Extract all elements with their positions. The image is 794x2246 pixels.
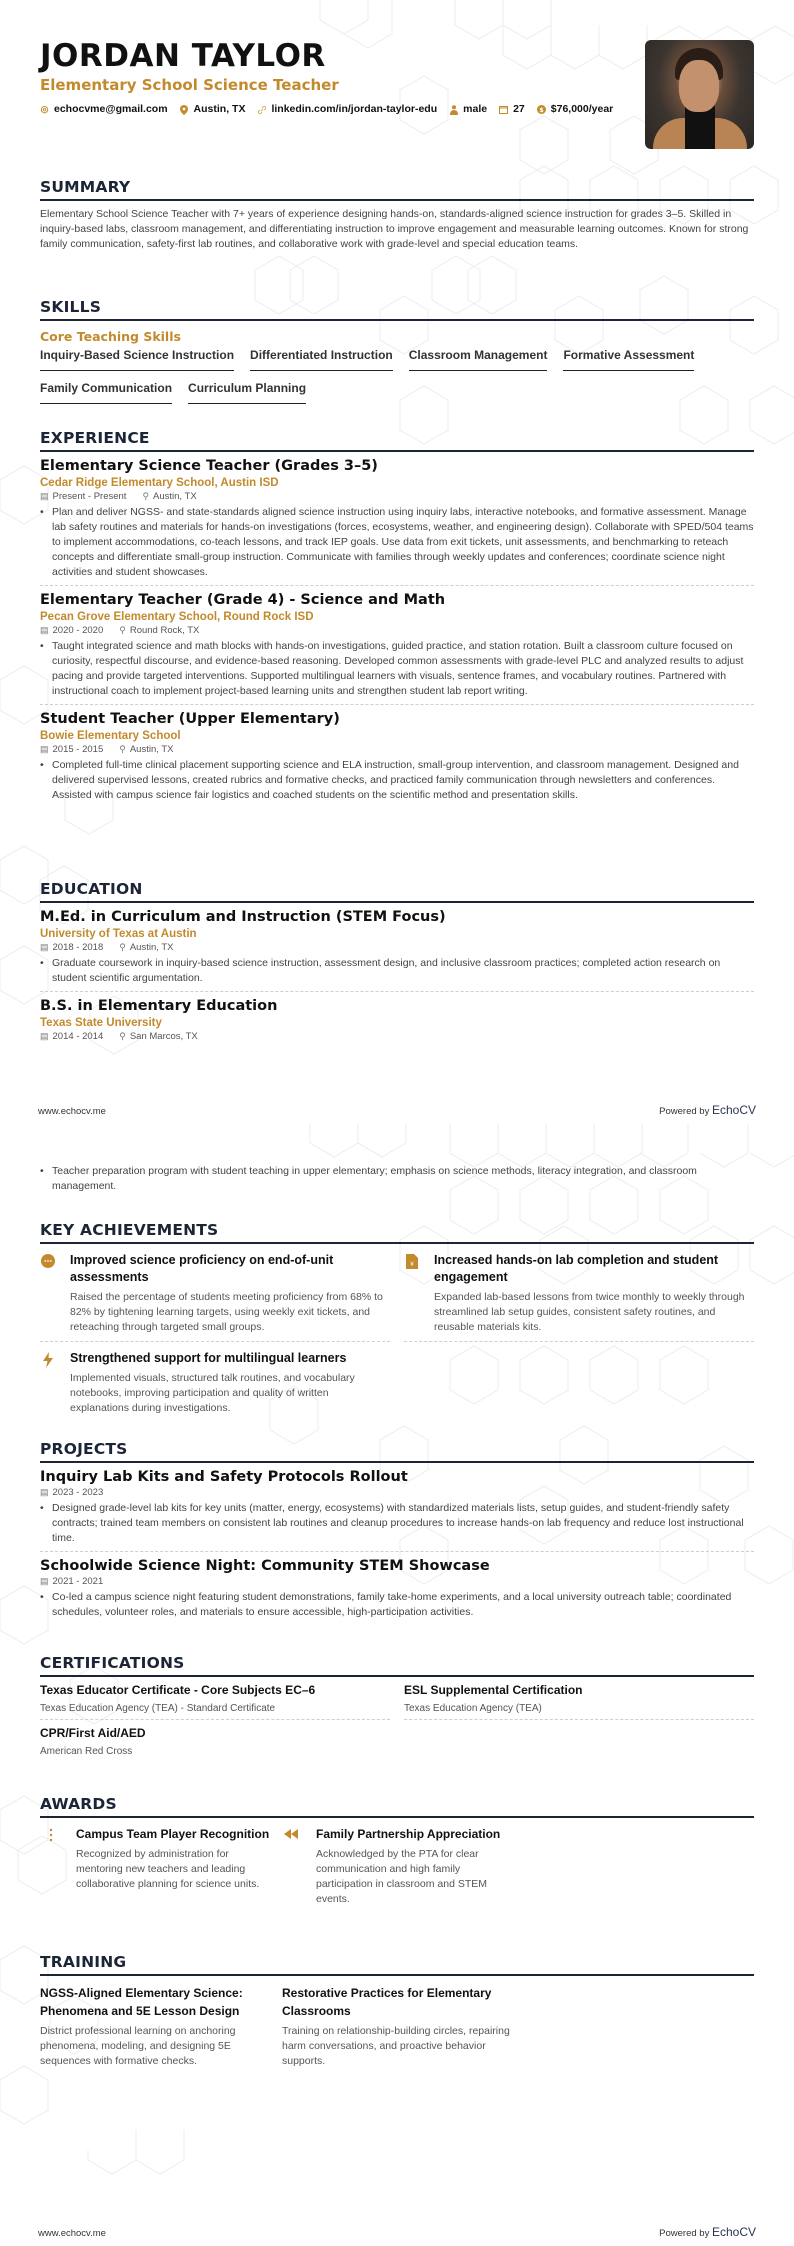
award-item: [40, 1826, 270, 1907]
edu-location: Austin, TX: [129, 942, 174, 953]
summary-heading: SUMMARY: [40, 178, 754, 201]
cert-issuer: Texas Education Agency (TEA) - Standard Certificate: [40, 1703, 276, 1714]
location-icon: [180, 105, 189, 114]
calendar-icon: ▤: [40, 1487, 49, 1497]
entry-meta: [40, 1487, 754, 1498]
edu-dates: 2018 - 2018: [52, 942, 104, 953]
awards-heading: AWARDS: [40, 1795, 754, 1818]
job-dates: Present - Present: [52, 491, 127, 502]
summary-text: Elementary School Science Teacher with 7+ years of experience designing hands-on, standards-aligned science instruction for grades 3–5. Skilled in inquiry-based labs, classroom management, and differentiating instruction to improve engagement and measurable learning outcomes. Known for strong family communication, safety-first lab routines, and collaborative work with grade-level and special education teams.: [40, 208, 749, 250]
calendar-icon: ▤: [40, 491, 49, 501]
footer-powered: Powered by EchoCV: [659, 1103, 756, 1117]
award-title: Campus Team Player Recognition: [76, 1827, 270, 1841]
experience-heading: EXPERIENCE: [40, 429, 754, 452]
contact-salary-value: $76,000/year: [550, 103, 614, 115]
award-title: Family Partnership Appreciation: [316, 1827, 501, 1841]
achievement-desc: Expanded lab-based lessons from twice monthly to weekly through streamlined lab setup guides, consistent safety routines, and reusable materials kits.: [434, 1291, 745, 1333]
skill-tag: Formative Assessment: [563, 348, 694, 371]
experience-entry: [40, 705, 754, 808]
job-title: Student Teacher (Upper Elementary): [40, 711, 340, 727]
location-icon: ⚲: [119, 625, 126, 635]
job-title: Elementary Science Teacher (Grades 3–5): [40, 458, 378, 474]
skills-category: Core Teaching Skills: [40, 329, 181, 344]
training-item: [40, 1984, 268, 2069]
project-dates: 2023 - 2023: [52, 1487, 104, 1498]
entry-meta: [40, 625, 754, 636]
certification-item: [40, 1720, 390, 1762]
contact-location: [180, 103, 246, 115]
contact-linkedin[interactable]: [257, 103, 437, 115]
experience-entry: [40, 452, 754, 586]
lightning-icon: [40, 1350, 56, 1416]
calendar-icon: ▤: [40, 625, 49, 635]
calendar-icon: ▤: [40, 1576, 49, 1586]
projects-section: [40, 1440, 754, 1625]
education-continuation: [40, 1161, 754, 1194]
skills-list: [40, 348, 754, 404]
employer: Cedar Ridge Elementary School, Austin ISD: [40, 477, 279, 489]
certification-item: [40, 1677, 390, 1720]
training-desc: District professional learning on anchoring phenomena, modeling, and designing 5E sequences with formative checks.: [40, 2025, 236, 2067]
achievement-item: [40, 1244, 390, 1342]
dots-vertical-icon: [40, 1826, 62, 1907]
job-location: Austin, TX: [153, 491, 197, 502]
edu-description: • Graduate coursework in inquiry-based science instruction, assessment design, and inclusive classroom practices; completed action research on student scientific argumentation.: [40, 956, 754, 986]
employer: Pecan Grove Elementary School, Round Rock ISD: [40, 611, 314, 623]
project-title: Schoolwide Science Night: Community STEM Showcase: [40, 1558, 490, 1574]
edu-location: San Marcos, TX: [129, 1031, 198, 1042]
training-item: [282, 1984, 510, 2069]
skill-tag: Classroom Management: [409, 348, 548, 371]
achievement-title: Increased hands-on lab completion and student engagement: [434, 1253, 719, 1284]
ellipsis-circle-icon: [40, 1252, 56, 1335]
cert-title: CPR/First Aid/AED: [40, 1726, 146, 1740]
person-icon: [449, 105, 458, 114]
contact-salary: [537, 103, 613, 115]
contact-gender-value: male: [463, 103, 488, 115]
achievement-desc: Implemented visuals, structured talk routines, and vocabulary notebooks, improving participation and quality of written explanations during investigations.: [70, 1372, 355, 1414]
edu-dates: 2014 - 2014: [52, 1031, 104, 1042]
skill-tag: Curriculum Planning: [188, 381, 306, 404]
entry-meta: [40, 942, 754, 953]
footer-brand: EchoCV: [711, 1103, 756, 1117]
job-location: Round Rock, TX: [129, 625, 200, 636]
project-entry: [40, 1552, 754, 1625]
entry-meta: [40, 744, 754, 755]
calendar-icon: [499, 105, 508, 114]
education-entry: [40, 992, 754, 1047]
job-dates: 2020 - 2020: [52, 625, 104, 636]
employer: Bowie Elementary School: [40, 730, 181, 742]
location-icon: ⚲: [119, 744, 126, 754]
achievement-desc: Raised the percentage of students meeting proficiency from 68% to 82% by tightening learning targets, using weekly exit tickets, and reteaching through targeted small groups.: [70, 1291, 383, 1333]
achievement-item: [40, 1342, 390, 1422]
cert-title: Texas Educator Certificate - Core Subjects EC–6: [40, 1683, 316, 1697]
experience-section: [40, 429, 754, 808]
project-description: • Designed grade-level lab kits for key units (matter, energy, ecosystems) with standardized materials lists, setup guides, and student-friendly safety contracts; trained team members on consistent lab routines and cleanup procedures to increase hands-on lab frequency and reduce lost instructional time.: [40, 1501, 754, 1546]
contact-linkedin-value: linkedin.com/in/jordan-taylor-edu: [271, 103, 438, 115]
cert-title: ESL Supplemental Certification: [404, 1683, 583, 1697]
entry-meta: [40, 491, 754, 502]
footer-site-link[interactable]: www.echocv.me: [38, 1106, 106, 1117]
achievement-title: Improved science proficiency on end-of-unit assessments: [70, 1253, 334, 1284]
education-heading: EDUCATION: [40, 880, 754, 903]
job-description: • Taught integrated science and math blocks with hands-on investigations, guided practice, and station rotation. Built a classroom culture focused on curiosity, respectful discourse, and evidence-based reasoning. Developed common assessments with grade-level PLC and analyzed results to adjust pacing and provide targeted interventions. Supported multilingual learners with visuals, sentence frames, and vocabulary routines. Partnered with instructional coach to implement project-based learning units and strengthen student lab report writing.: [40, 639, 754, 699]
resume-header: [40, 38, 754, 158]
document-icon: [404, 1252, 420, 1335]
training-section: [40, 1953, 754, 2069]
link-icon: [257, 105, 266, 114]
achievement-item: [404, 1244, 754, 1342]
page-footer: [38, 1103, 756, 1117]
achievements-section: [40, 1221, 754, 1422]
job-location: Austin, TX: [129, 744, 174, 755]
rewind-icon: [280, 1826, 302, 1907]
edu-description: • Teacher preparation program with student teaching in upper elementary; emphasis on science methods, literacy integration, and classroom management.: [40, 1164, 754, 1194]
education-section: [40, 880, 754, 1047]
contact-age-value: 27: [513, 103, 525, 115]
job-description: • Plan and deliver NGSS- and state-standards aligned science instruction using inquiry labs, interactive notebooks, and formative assessment. Manage lab safety routines and materials for hands-on investigations (forces, ecosystems, weather, and engineering design). Collaborate with SPED/504 teams to implement accommodations, co-teach lessons, and track IEP goals. Use data from exit tickets, unit assessments, and benchmarking to reteach concepts and differentiate small-group instruction. Communicate with families through weekly updates and conferences; coordinate science night activities and student showcases.: [40, 505, 754, 580]
award-desc: Acknowledged by the PTA for clear communication and high family participation in classroom and STEM events.: [316, 1848, 487, 1905]
project-description: • Co-led a campus science night featuring student demonstrations, family take-home experiments, and a local university outreach table; coordinated schedules, volunteer roles, and materials to ensure accessible, high-participation activities.: [40, 1590, 754, 1620]
candidate-title: Elementary School Science Teacher: [40, 76, 339, 94]
svg-text:¥: ¥: [410, 1261, 414, 1268]
projects-heading: PROJECTS: [40, 1440, 754, 1463]
contact-email-value: echocvme@gmail.com: [54, 103, 168, 115]
calendar-icon: ▤: [40, 744, 49, 754]
calendar-icon: ▤: [40, 1031, 49, 1041]
school: Texas State University: [40, 1017, 162, 1029]
cert-issuer: Texas Education Agency (TEA): [404, 1703, 542, 1714]
skill-tag: Differentiated Instruction: [250, 348, 393, 371]
email-icon: ◎: [40, 103, 49, 114]
entry-meta: [40, 1031, 754, 1042]
training-title: NGSS-Aligned Elementary Science: Phenomena and 5E Lesson Design: [40, 1986, 243, 2018]
contact-location-value: Austin, TX: [193, 103, 246, 115]
calendar-icon: ▤: [40, 942, 49, 952]
location-icon: ⚲: [119, 1031, 126, 1041]
certification-item: [404, 1677, 754, 1720]
footer-powered: Powered by EchoCV: [659, 2225, 756, 2239]
skills-section: [40, 298, 754, 404]
contact-gender: [449, 103, 487, 115]
awards-section: [40, 1795, 754, 1907]
salary-icon: [537, 105, 546, 114]
footer-brand: EchoCV: [711, 2225, 756, 2239]
training-heading: TRAINING: [40, 1953, 754, 1976]
summary-section: [40, 178, 754, 252]
job-dates: 2015 - 2015: [52, 744, 104, 755]
footer-site-link[interactable]: www.echocv.me: [38, 2228, 106, 2239]
cert-issuer: American Red Cross: [40, 1746, 133, 1757]
skill-tag: Family Communication: [40, 381, 172, 404]
award-item: [280, 1826, 510, 1907]
training-desc: Training on relationship-building circles, repairing harm conversations, and proactive behavior supports.: [282, 2025, 510, 2067]
contact-email[interactable]: [40, 103, 168, 115]
location-icon: ⚲: [142, 491, 150, 501]
achievement-title: Strengthened support for multilingual learners: [70, 1351, 347, 1365]
job-title: Elementary Teacher (Grade 4) - Science and Math: [40, 592, 446, 608]
project-entry: [40, 1463, 754, 1552]
svg-text:$: $: [539, 105, 544, 114]
degree: B.S. in Elementary Education: [40, 998, 278, 1014]
award-desc: Recognized by administration for mentoring new teachers and leading collaborative planning for science units.: [76, 1848, 260, 1890]
skill-tag: Inquiry-Based Science Instruction: [40, 348, 234, 371]
project-title: Inquiry Lab Kits and Safety Protocols Rollout: [40, 1469, 408, 1485]
skills-heading: SKILLS: [40, 298, 754, 321]
degree: M.Ed. in Curriculum and Instruction (STEM Focus): [40, 909, 446, 925]
certifications-heading: CERTIFICATIONS: [40, 1654, 754, 1677]
location-icon: ⚲: [119, 942, 126, 952]
experience-entry: [40, 586, 754, 705]
candidate-name: JORDAN TAYLOR: [40, 38, 326, 74]
entry-meta: [40, 1576, 754, 1587]
achievements-heading: KEY ACHIEVEMENTS: [40, 1221, 754, 1244]
education-entry: [40, 903, 754, 992]
profile-photo: [645, 40, 754, 149]
job-description: • Completed full-time clinical placement supporting science and ELA instruction, small-group intervention, and classroom management. Designed and delivered supervised lessons, created rubrics and formative checks, and practiced family communication through newsletters and conferences. Assisted with campus science fair logistics and coached students on the scientific method and presentation skills.: [40, 758, 754, 803]
training-title: Restorative Practices for Elementary Classrooms: [282, 1986, 492, 2018]
school: University of Texas at Austin: [40, 928, 197, 940]
page-footer: [38, 2225, 756, 2239]
certifications-section: [40, 1654, 754, 1762]
contact-age: [499, 103, 525, 115]
project-dates: 2021 - 2021: [52, 1576, 104, 1587]
